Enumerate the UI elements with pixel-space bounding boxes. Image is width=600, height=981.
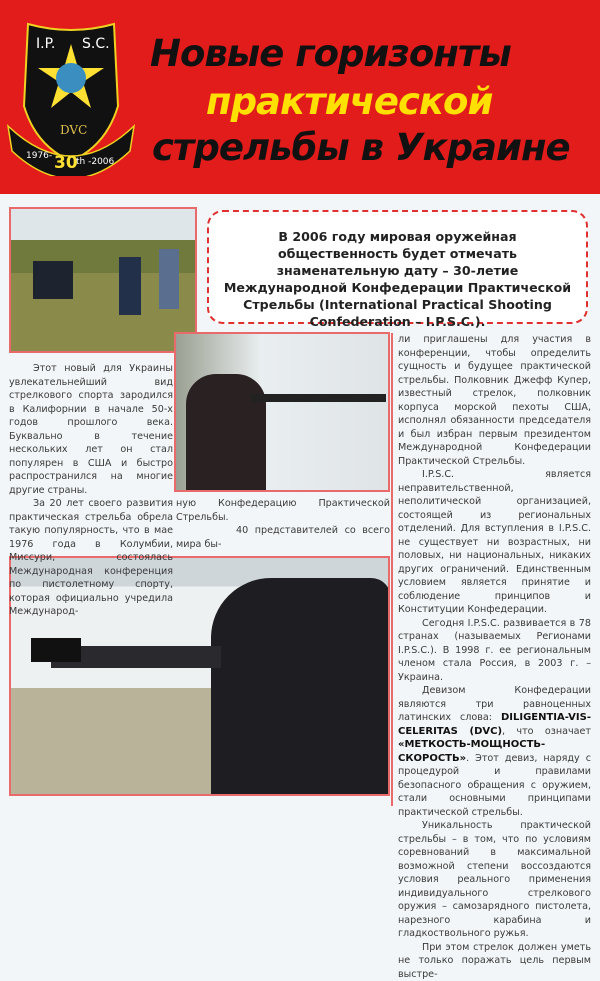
motto-connector: , что означает [502, 726, 591, 737]
motto-latin: DILIGENTIA-VIS-CELERITAS (DVC) [398, 712, 591, 737]
photo-shooting-range [9, 207, 197, 353]
svg-text:th -2006: th -2006 [76, 157, 115, 167]
motto-tail: . Этот девиз, наряду с процедурой и правилами безопасного обращения с оружием, стали основными принципами практической стрельбы. [398, 753, 591, 818]
text-column-3 [398, 333, 591, 981]
paragraph: Этот новый для Украины увлекательнейший вид стрелкового спорта зародился в Калифорнии в начале 50-х годов прошлого века. Буквально в течение нескольких лет он стал популярен в США и быстро распространился на многие другие страны. [9, 362, 173, 497]
svg-text:S.C.: S.C. [82, 36, 110, 52]
ipsc-logo [6, 16, 136, 176]
title-line-3: стрельбы в Украине [152, 126, 570, 169]
paragraph: Уникальность практической стрельбы – в том, что по условиям соревнований в максимальной возможной степени воссоздаются условия реального применения индивидуального стрелкового оружия – самозарядного пистолета, нарезного карабина и гладкоствольного ружья. [398, 819, 591, 941]
paragraph: I.P.S.C. является неправительственной, неполитической организацией, состоящей из региональных отделений. Для вступления в I.P.S.C. не существует ни возрастных, ни половых, ни национальных, никаких других ограничений. Единственным условием является принятие и соблюдение принципов и Конституции Конфедерации. [398, 468, 591, 617]
paragraph: Сегодня I.P.S.C. развивается в 78 странах (называемых Регионами I.P.S.C.). В 1998 г. ее региональным членом стала Россия, в 2003 г. – Украина. [398, 617, 591, 685]
column-divider [391, 333, 393, 806]
title-line-1: Новые горизонты [150, 32, 511, 75]
motto-russian: «МЕТКОСТЬ-МОЩНОСТЬ-СКОРОСТЬ» [398, 739, 545, 764]
paragraph: ную Конфедерацию Практической Стрельбы. [176, 497, 390, 524]
paragraph: ли приглашены для участия в конференции, чтобы определить сущность и будущее практической стрельбы. Полковник Джефф Купер, известный стрелок, полковник корпуса морской пехоты США, исполнял обязанности председателя и был избран первым президентом Международной Конфедерации Практической Стрельбы. [398, 333, 591, 468]
title-line-2: практической [206, 80, 492, 123]
text-column-2 [176, 497, 390, 551]
paragraph: За 20 лет своего развития практическая стрельба обрела такую популярность, что в мае 1976 года в Колумбии, Миссури, состоялась Международная конференция по пистолетному спорту, которая официально учредила Международ- [9, 497, 173, 619]
photo-rifle-shooter [174, 332, 390, 492]
svg-text:30: 30 [54, 153, 78, 173]
intro-callout: В 2006 году мировая оружейная общественность будет отмечать знаменательную дату – 30-летие Международной Конфедерации Практической Стрельбы (International Practical Shooting Confederation – I.P.S.C.). [207, 210, 588, 324]
svg-text:1976-: 1976- [26, 151, 52, 161]
paragraph-motto [398, 684, 591, 819]
svg-text:DVC: DVC [60, 123, 87, 137]
text-column-1 [9, 362, 173, 619]
svg-text:I.P.: I.P. [36, 36, 55, 52]
header-banner [0, 0, 600, 194]
paragraph: 40 представителей со всего мира бы- [176, 524, 390, 551]
paragraph: При этом стрелок должен уметь не только поражать цель первым выстре- [398, 941, 591, 981]
motto-intro: Девизом Конфедерации являются три равноценных латинских слова: [398, 685, 591, 723]
